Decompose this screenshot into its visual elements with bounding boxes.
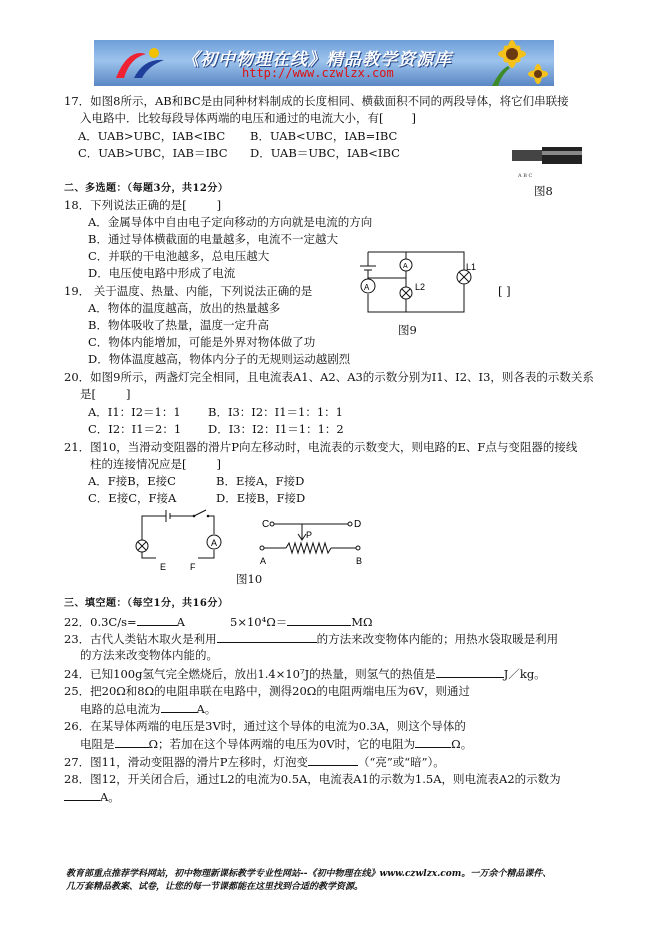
q17-answer-blank[interactable]: [383, 110, 411, 122]
figure-9-label: 图9: [398, 323, 417, 337]
q23-part-a: 23．古代人类钻木取火是利用: [64, 632, 217, 646]
figure-8-letters: A B C: [518, 173, 533, 179]
fig9-l2-label: L2: [415, 282, 426, 292]
figure-10-circuit: [128, 508, 238, 572]
q17-line2-wrap: [80, 110, 416, 126]
fig10-b-label: B: [356, 556, 363, 566]
fig10-f-label: F: [190, 562, 196, 572]
q23-part-b: 的方法来改变物体内能的；用热水袋取暖是利用: [316, 632, 559, 646]
q24-unit: J／kg。: [503, 667, 546, 681]
q17-line1: 17．如图8所示，AB和BC是由同种材料制成的长度相同、横截面积不同的两段导体，将它们串联接: [64, 94, 569, 108]
q25-part-a: 电路的总电流为: [80, 702, 161, 716]
q19-answer-bracket[interactable]: [ ]: [498, 284, 511, 298]
figure-8-label: 图8: [534, 184, 553, 198]
q22-part-a: 22．0.3C/s=: [64, 615, 137, 629]
footer-line2: 几万套精品教案、试卷，让您的每一节课都能在这里找到合适的教学资源。: [66, 882, 364, 892]
banner-title: 《初中物理在线》精品教学资源库: [182, 50, 452, 70]
footer-line1: 教育部重点推荐学科网站，初中物理新课标教学专业性网站--《初中物理在线》www.czwlzx.com。一万余个精品课件、: [66, 869, 552, 879]
q18-stem: 18．下列说法正确的是[: [64, 198, 187, 212]
q20-option-a: A．I1：I2＝1：1: [88, 405, 181, 419]
q17-option-c: C．UAB>UBC，IAB＝IBC: [78, 146, 228, 160]
q26-blank-b[interactable]: [415, 735, 451, 748]
q21-line2-wrap: [90, 456, 221, 472]
q22-part-b: 5×10⁴Ω＝: [230, 615, 288, 629]
figure-9-circuit: [348, 250, 478, 324]
fig10-d-label: D: [354, 519, 362, 530]
q20-option-d: D．I3：I2：I1＝1：1：2: [208, 422, 344, 436]
q22-blank-a[interactable]: [137, 613, 177, 626]
banner-url[interactable]: http://www.czwlzx.com: [242, 66, 394, 80]
header-banner: [94, 40, 554, 86]
q18-option-d: D．电压使电路中形成了电流: [88, 266, 236, 280]
q21-option-a: A．F接B，E接C: [88, 474, 176, 488]
q21-answer-blank[interactable]: [187, 456, 217, 468]
q25-part-b: A。: [196, 702, 217, 716]
q20-option-b: B．I3：I2：I1＝1：1：1: [208, 405, 343, 419]
q26-part-c: Ω。: [451, 737, 473, 751]
fig10-p-label: P: [306, 530, 313, 540]
q19-option-d: D．物体温度越高，物体内分子的无规则运动越剧烈: [88, 352, 351, 366]
q18-answer-blank[interactable]: [187, 197, 217, 209]
q26-part-b: Ω；若加在这个导体两端的电压为0V时，它的电阻为: [148, 737, 416, 751]
q20-line2-end: ]: [126, 387, 131, 401]
sunflower-icon: [472, 40, 550, 86]
fig9-ammeter-a1-label: A: [403, 263, 408, 270]
q20-option-c: C．I2：I1＝2：1: [88, 422, 182, 436]
fig10-e-label: E: [160, 562, 167, 572]
q20-line1: 20．如图9所示，两盏灯完全相同，且电流表A1、A2、A3的示数分别为I1、I2、I3，则各表的示数关系: [64, 370, 594, 384]
section-3-heading: 三、填空题：（每空1分，共16分）: [64, 598, 229, 609]
q21-line1: 21．图10，当滑动变阻器的滑片P向左移动时，电流表的示数变大，则电路的E、F点与变阻器的接线: [64, 440, 578, 454]
q27-wrap: [64, 753, 445, 770]
q27-part-a: 27．图11，滑动变阻器的滑片P左移时，灯泡变: [64, 755, 309, 769]
figure-10-rheostat: [258, 514, 370, 568]
q23-line1: [64, 630, 558, 647]
q26-line1: 26．在某导体两端的电压是3V时，通过这个导体的电流为0.3A，则这个导体的: [64, 719, 466, 733]
q20-line2-wrap: [80, 386, 131, 402]
q18-stem-end: ]: [216, 198, 222, 212]
q25-line2: [80, 700, 216, 717]
q21-option-d: D．E接B，F接D: [216, 491, 306, 505]
q18-option-b: B．通过导体横截面的电量越多，电流不一定越大: [88, 232, 338, 246]
q18-stem-wrap: [64, 197, 221, 213]
q26-line2: [80, 735, 472, 752]
q24-stem: 24．已知100g氢气完全燃烧后，放出1.4×10⁷J的热量，则氢气的热值是: [64, 667, 436, 681]
q28-line1: 28．图12，开关闭合后，通过L2的电流为0.5A，电流表A1的示数为1.5A，则电流表A2的示数为: [64, 772, 561, 786]
q20-answer-blank[interactable]: [96, 386, 126, 398]
q25-blank[interactable]: [161, 700, 197, 713]
q22-blank-b[interactable]: [287, 613, 351, 626]
q19-option-b: B．物体吸收了热量，温度一定升高: [88, 318, 269, 332]
q24-blank[interactable]: [436, 665, 504, 678]
q19-option-c: C．物体内能增加，可能是外界对物体做了功: [88, 335, 316, 349]
q17-option-a: A．UAB>UBC，IAB<IBC: [78, 129, 226, 143]
q17-option-d: D．UAB＝UBC，IAB<IBC: [250, 146, 400, 160]
q19-option-a: A．物体的温度越高，放出的热量越多: [88, 301, 281, 315]
q21-option-b: B．E接A，F接D: [216, 474, 305, 488]
q17-line2-end: ]: [411, 111, 416, 125]
fig9-l1-label: L1: [466, 262, 477, 272]
fig10-a-label: A: [260, 556, 267, 566]
q20-line2: 是[: [80, 387, 96, 401]
q19-stem: 19． 关于温度、热量、内能，下列说法正确的是: [64, 284, 313, 298]
q22-unit-b: MΩ: [351, 615, 373, 629]
q27-blank[interactable]: [308, 753, 358, 766]
q23-blank-a[interactable]: [217, 630, 317, 643]
q18-option-c: C．并联的干电池越多，总电压越大: [88, 249, 270, 263]
fig10-ammeter-label: A: [211, 538, 218, 548]
figure-10-label: 图10: [236, 572, 263, 586]
q28-unit: A。: [100, 790, 120, 804]
q28-blank[interactable]: [64, 788, 100, 801]
q17-option-b: B．UAB<UBC，IAB=IBC: [250, 129, 398, 143]
q27-part-b: （“亮”或“暗”）。: [358, 755, 445, 769]
q17-line2: 入电路中．比较每段导体两端的电压和通过的电流大小，有[: [80, 111, 384, 125]
q28-line2: [64, 788, 120, 805]
q23-line2: 的方法来改变物体内能的。: [80, 648, 218, 662]
q26-blank-a[interactable]: [115, 735, 149, 748]
q18-option-a: A．金属导体中自由电子定向移动的方向就是电流的方向: [88, 215, 373, 229]
q21-option-c: C．E接C，F接A: [88, 491, 177, 505]
q22-wrap: [64, 613, 185, 630]
q24-wrap: [64, 665, 546, 682]
fig9-ammeter-a-label: A: [364, 283, 370, 292]
q21-line2: 柱的连接情况应是[: [90, 457, 187, 471]
q22-unit-a: A: [176, 615, 185, 629]
q26-part-a: 电阻是: [80, 737, 115, 751]
site-logo-icon: [108, 44, 170, 84]
section-2-heading: 二、多选题：（每题3分，共12分）: [64, 183, 229, 194]
q22-b-wrap: [230, 613, 373, 630]
fig10-c-label: C: [262, 519, 270, 530]
q21-line2-end: ]: [216, 457, 221, 471]
q25-line1: 25．把20Ω和8Ω的电阻串联在电路中，测得20Ω的电阻两端电压为6V，则通过: [64, 684, 470, 698]
